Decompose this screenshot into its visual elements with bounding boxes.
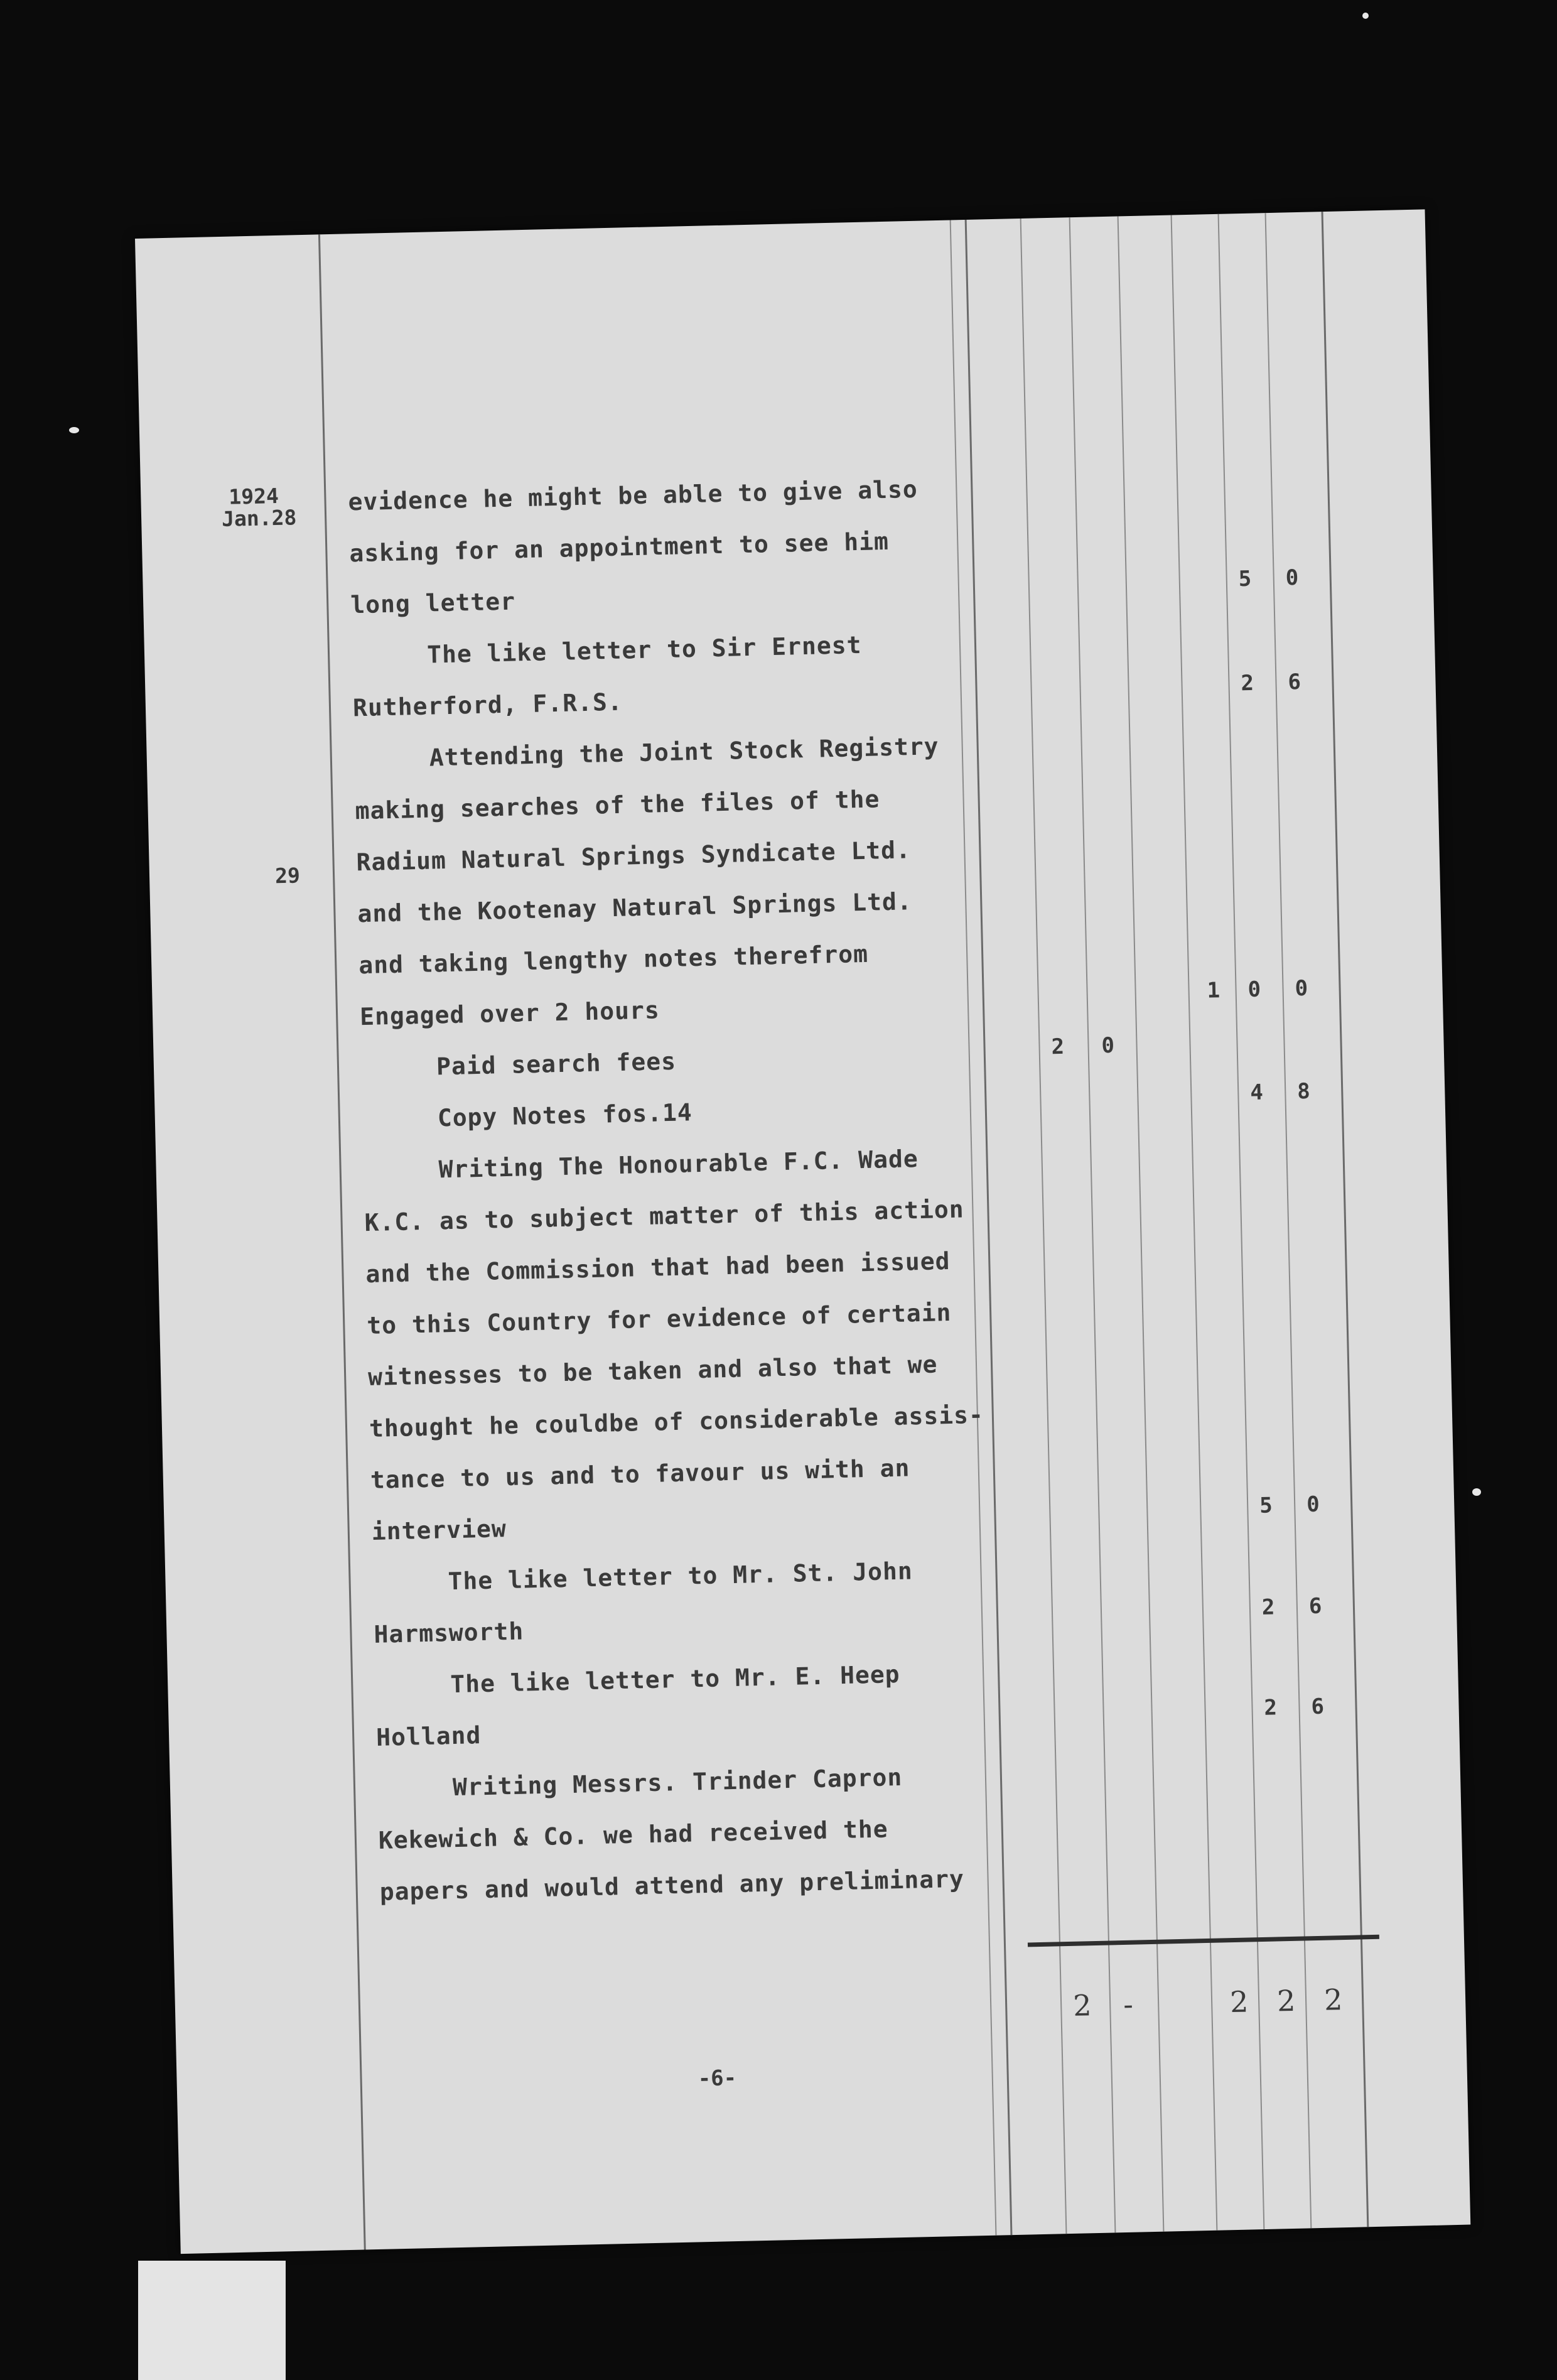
entry-line: long letter [350, 587, 516, 619]
total-disbursement-pounds: 2 [1072, 1988, 1092, 2023]
amount-pence: 6 [1308, 1593, 1322, 1620]
entry-line: Writing The Honourable F.C. Wade [438, 1145, 919, 1184]
entry-line: Kekewich & Co. we had received the [378, 1815, 889, 1854]
page-number: -6- [698, 2065, 737, 2092]
amount-pence: 0 [1285, 565, 1299, 591]
entry-line: Harmsworth [374, 1617, 524, 1648]
film-speck [69, 427, 79, 433]
entry-line: Holland [375, 1721, 482, 1751]
entry-year: 1924 [228, 483, 279, 509]
pounds-rule [1171, 215, 1218, 2231]
ledger-page [135, 209, 1470, 2254]
disb-pence-rule [1118, 216, 1165, 2231]
entry-line: The like letter to Mr. E. Heep [450, 1660, 901, 1699]
entry-line: evidence he might be able to give also [348, 475, 919, 516]
disbursement-shillings: 0 [1101, 1032, 1115, 1059]
disb-pounds-rule [1020, 219, 1067, 2234]
entry-date-29: 29 [274, 863, 301, 889]
pence-rule [1265, 213, 1312, 2228]
amount-shillings: 2 [1264, 1695, 1278, 1721]
entry-line: thought he couldbe of considerable assis- [369, 1400, 984, 1443]
entry-line: Engaged over 2 hours [359, 996, 660, 1031]
entry-line: interview [371, 1515, 507, 1545]
total-pounds: 2 [1229, 1984, 1249, 2020]
amount-pence: 6 [1288, 669, 1301, 695]
entry-line: papers and would attend any preliminary [379, 1864, 965, 1906]
entry-line: making searches of the files of the [355, 785, 880, 825]
amount-pounds: 1 [1207, 978, 1220, 1003]
entry-line: Writing Messrs. Trinder Capron [452, 1763, 903, 1802]
entry-line: Radium Natural Springs Syndicate Ltd. [356, 836, 912, 877]
entry-line: Attending the Joint Stock Registry [429, 732, 940, 772]
entry-line: to this Country for evidence of certain [366, 1298, 952, 1340]
entry-line: Paid search fees [436, 1047, 677, 1081]
total-pence: 2 [1323, 1982, 1344, 2017]
amount-pence: 6 [1311, 1694, 1325, 1720]
total-shillings: 2 [1276, 1983, 1296, 2018]
amount-shillings: 5 [1259, 1493, 1273, 1518]
amount-shillings: 2 [1261, 1594, 1275, 1620]
disbursement-pounds: 2 [1051, 1034, 1065, 1060]
paper-tab [138, 2261, 286, 2380]
entry-line: tance to us and to favour us with an [370, 1454, 910, 1494]
amount-shillings: 2 [1241, 670, 1254, 696]
amount-shillings: 0 [1247, 976, 1261, 1003]
amount-shillings: 5 [1238, 566, 1252, 592]
entry-date-jan28: Jan.28 [221, 505, 297, 531]
amount-pence: 8 [1296, 1078, 1311, 1105]
entry-line: asking for an appointment to see him [348, 527, 890, 568]
date-column-rule [318, 234, 366, 2249]
amount-pence: 0 [1306, 1491, 1320, 1518]
shillings-rule [1218, 214, 1265, 2229]
entry-line: and the Commission that had been issued [365, 1247, 951, 1289]
film-speck [1472, 1488, 1481, 1496]
total-rule [1028, 1935, 1379, 1947]
disb-shillings-rule [1069, 217, 1116, 2232]
entry-line: The like letter to Mr. St. John [448, 1557, 913, 1596]
total-disbursement-shillings: - [1123, 1987, 1134, 2022]
entry-line: and taking lengthy notes therefrom [358, 939, 869, 980]
amount-pence: 0 [1295, 975, 1308, 1002]
right-margin-rule [1322, 212, 1369, 2227]
entry-line: K.C. as to subject matter of this action [364, 1195, 965, 1237]
entry-line: Rutherford, F.R.S. [352, 688, 623, 722]
entry-line: and the Kootenay Natural Springs Ltd. [357, 887, 913, 928]
entry-line: witnesses to be taken and also that we [367, 1350, 938, 1392]
amount-shillings: 4 [1249, 1079, 1264, 1106]
entry-line: The like letter to Sir Ernest [426, 630, 862, 669]
film-speck [1362, 13, 1369, 19]
entry-line: Copy Notes fos.14 [437, 1098, 693, 1132]
